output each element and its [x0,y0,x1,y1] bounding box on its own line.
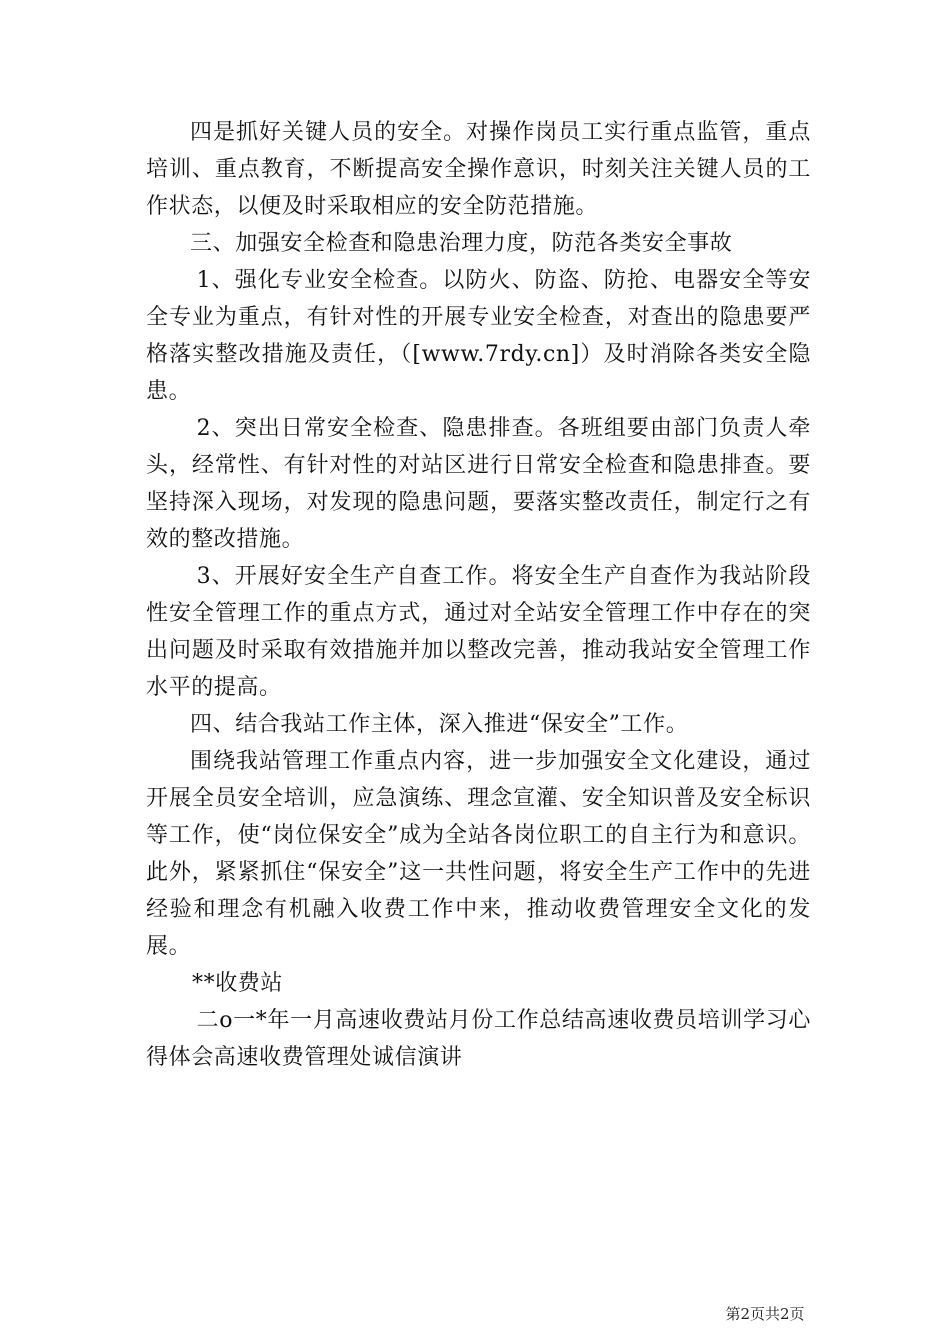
paragraph-item-3: 3、开展好安全生产自查工作。将安全生产自查作为我站阶段性安全管理工作的重点方式，通过对全站安全管理工作中存在的突出问题及时采取有效措施并加以整改完善，推动我站安全管理工作水平的提高。 [146,564,811,700]
signature-station: **收费站 [192,971,284,996]
document-body [146,114,811,1076]
page-footer [0,1303,950,1324]
paragraph-item-1: 1、强化专业安全检查。以防火、防盗、防抢、电器安全等安全专业为重点，有针对性的开展专业安全检查，对查出的隐患要严格落实整改措施及责任，（[www.7rdy.cn]）及时消除各类安全隐患。 [146,268,811,404]
paragraph-key-personnel: 四是抓好关键人员的安全。对操作岗员工实行重点监管，重点培训、重点教育，不断提高安全操作意识，时刻关注关键人员的工作状态，以便及时采取相应的安全防范措施。 [146,120,811,219]
heading-section-three: 三、加强安全检查和隐患治理力度，防范各类安全事故 [190,231,733,256]
heading-section-four: 四、结合我站工作主体，深入推进“保安全”工作。 [190,712,689,737]
paragraph-safety-culture: 围绕我站管理工作重点内容，进一步加强安全文化建设，通过开展全员安全培训，应急演练、理念宣灌、安全知识普及安全标识等工作，使“岗位保安全”成为全站各岗位职工的自主行为和意识。此外，紧紧抓住“保安全”这一共性问题，将安全生产工作中的先进经验和理念有机融入收费工作中来，推动收费管理安全文化的发展。 [146,749,811,959]
paragraph-item-2: 2、突出日常安全检查、隐患排查。各班组要由部门负责人牵头，经常性、有针对性的对站区进行日常安全检查和隐患排查。要坚持深入现场，对发现的隐患问题，要落实整改责任，制定行之有效的整改措施。 [146,416,811,552]
page-number: 第2页共2页 [725,1305,805,1323]
closing-line: 二o一*年一月高速收费站月份工作总结高速收费员培训学习心得体会高速收费管理处诚信演讲 [146,1008,811,1070]
